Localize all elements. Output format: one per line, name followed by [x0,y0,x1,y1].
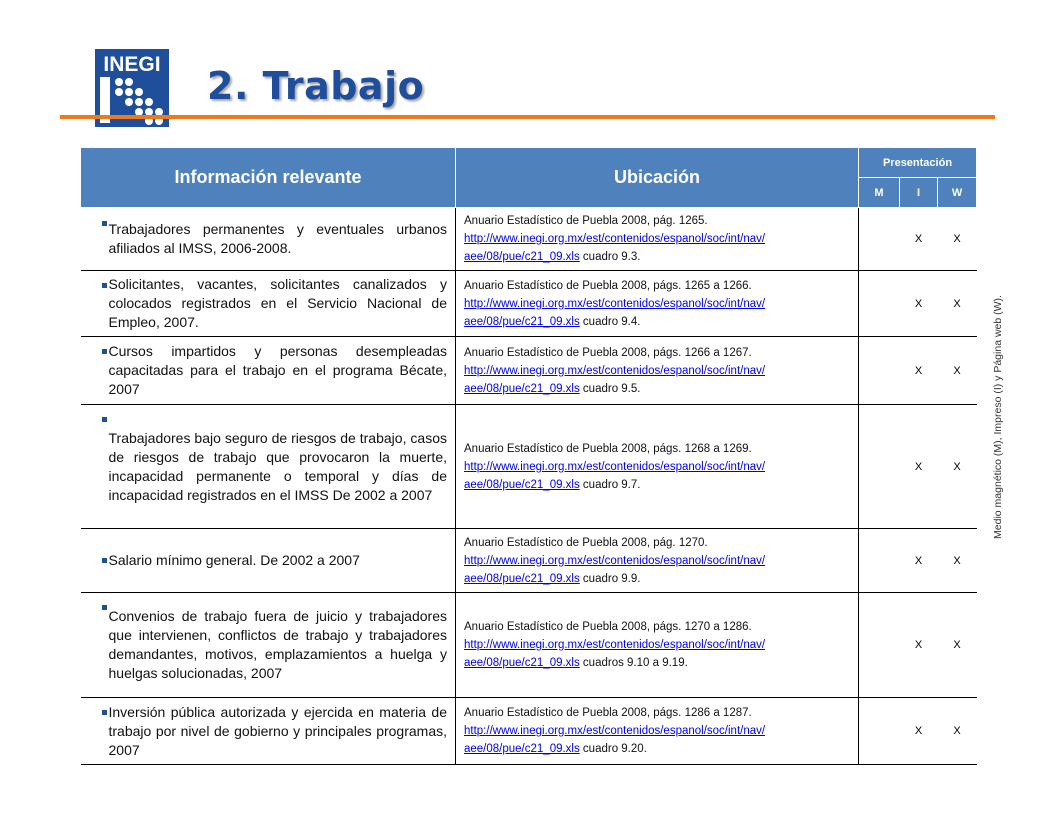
ubicacion-cell [456,337,859,405]
cuadro-text: cuadro 9.9. [579,572,641,585]
table-row [81,208,977,271]
mark-m [859,271,900,337]
table-row [81,405,977,529]
mark-m [859,698,900,765]
source-link[interactable]: http://www.inegi.org.mx/est/contenidos/espanol/soc/int/nav/ aee/08/pue/c21_09.xls [464,639,766,669]
ubicacion-cell [456,405,859,529]
info-cell: Inversión pública autorizada y ejercida en materia de trabajo por nivel de gobierno y principales programas, 2007 [81,698,456,765]
mark-i: X [900,271,938,337]
bullet-icon [102,221,107,226]
bullet-icon [102,605,107,610]
header-ubicacion: Ubicación [456,148,859,208]
mark-w: X [938,337,977,405]
mark-w: X [938,271,977,337]
mark-m [859,405,900,529]
mark-w: X [938,698,977,765]
source-link[interactable]: http://www.inegi.org.mx/est/contenidos/espanol/soc/int/nav/ aee/08/pue/c21_09.xls [464,364,766,395]
source-link[interactable]: http://www.inegi.org.mx/est/contenidos/espanol/soc/int/nav/ aee/08/pue/c21_09.xls [464,460,766,491]
source-link[interactable]: http://www.inegi.org.mx/est/contenidos/espanol/soc/int/nav/ aee/08/pue/c21_09.xls [464,297,766,328]
header-info: Información relevante [81,148,456,208]
table-row [81,337,977,405]
bullet-icon [102,417,107,422]
mark-i: X [900,405,938,529]
presentation-legend [990,260,1006,575]
mark-m [859,593,900,698]
ubicacion-cell [456,271,859,337]
info-cell: Salario mínimo general. De 2002 a 2007 [81,529,456,593]
ubicacion-cell [456,208,859,271]
cuadro-text: cuadros 9.10 a 9.19. [579,657,688,669]
presentation-legend-text: Medio magnético (M), Impreso (I) y Página web (W). [992,295,1004,539]
ubicacion-cell [456,698,859,765]
mark-i: X [900,337,938,405]
table-row [81,529,977,593]
source-text: Anuario Estadístico de Puebla 2008, pág. 1265. [464,215,708,227]
info-table [80,147,977,765]
source-text: Anuario Estadístico de Puebla 2008, págs. 1268 a 1269. [464,442,752,455]
source-text: Anuario Estadístico de Puebla 2008, págs. 1265 a 1266. [464,279,752,292]
info-cell: Trabajadores permanentes y eventuales urbanos afiliados al IMSS, 2006-2008. [81,208,456,271]
svg-text:INEGI: INEGI [103,53,161,76]
info-cell: Convenios de trabajo fuera de juicio y trabajadores que intervienen, conflictos de trabajo y trabajadores demandantes, motivos, emplazamientos a huelga y huelgas solucionadas, 2007 [81,593,456,698]
mark-i: X [900,529,938,593]
table-row [81,698,977,765]
source-text: Anuario Estadístico de Puebla 2008, pág. 1270. [464,536,708,549]
info-cell: Solicitantes, vacantes, solicitantes canalizados y colocados registrados en el Servicio Nacional de Empleo, 2007. [81,271,456,337]
mark-m [859,529,900,593]
source-text: Anuario Estadístico de Puebla 2008, págs. 1270 a 1286. [464,621,752,633]
mark-i: X [900,208,938,271]
source-link[interactable]: http://www.inegi.org.mx/est/contenidos/espanol/soc/int/nav/ aee/08/pue/c21_09.xls [464,554,766,585]
mark-m [859,208,900,271]
header-i: I [900,178,938,208]
ubicacion-cell [456,593,859,698]
cuadro-text: cuadro 9.7. [579,478,641,491]
header-m: M [859,178,900,208]
page-title: 2. Trabajo [207,64,425,108]
cuadro-text: cuadro 9.20. [579,743,647,755]
bullet-icon [102,283,107,288]
info-cell: Trabajadores bajo seguro de riesgos de trabajo, casos de riesgos de trabajo que provocaron la muerte, incapacidad permanente o temporal y días de incapacidad registrados en el IMSS De 2002 a 2007 [81,405,456,529]
mark-i: X [900,593,938,698]
mark-w: X [938,529,977,593]
header-presentacion: Presentación [859,148,977,178]
cuadro-text: cuadro 9.4. [579,315,641,328]
cuadro-text: cuadro 9.3. [579,251,641,263]
header-w: W [938,178,977,208]
mark-w: X [938,405,977,529]
bullet-icon [102,349,107,354]
bullet-icon [102,710,107,715]
source-link[interactable]: http://www.inegi.org.mx/est/contenidos/espanol/soc/int/nav/ aee/08/pue/c21_09.xls [464,233,766,263]
table-row [81,593,977,698]
info-cell: Cursos impartidos y personas desempleadas capacitadas para el trabajo en el programa Bécate, 2007 [81,337,456,405]
table-row [81,271,977,337]
mark-w: X [938,593,977,698]
source-text: Anuario Estadístico de Puebla 2008, págs. 1266 a 1267. [464,346,752,359]
source-text: Anuario Estadístico de Puebla 2008, págs. 1286 a 1287. [464,707,752,719]
ubicacion-cell [456,529,859,593]
mark-w: X [938,208,977,271]
source-link[interactable]: http://www.inegi.org.mx/est/contenidos/espanol/soc/int/nav/ aee/08/pue/c21_09.xls [464,725,766,755]
mark-m [859,337,900,405]
cuadro-text: cuadro 9.5. [579,382,641,395]
bullet-icon [102,558,107,563]
title-underline [60,115,995,119]
mark-i: X [900,698,938,765]
